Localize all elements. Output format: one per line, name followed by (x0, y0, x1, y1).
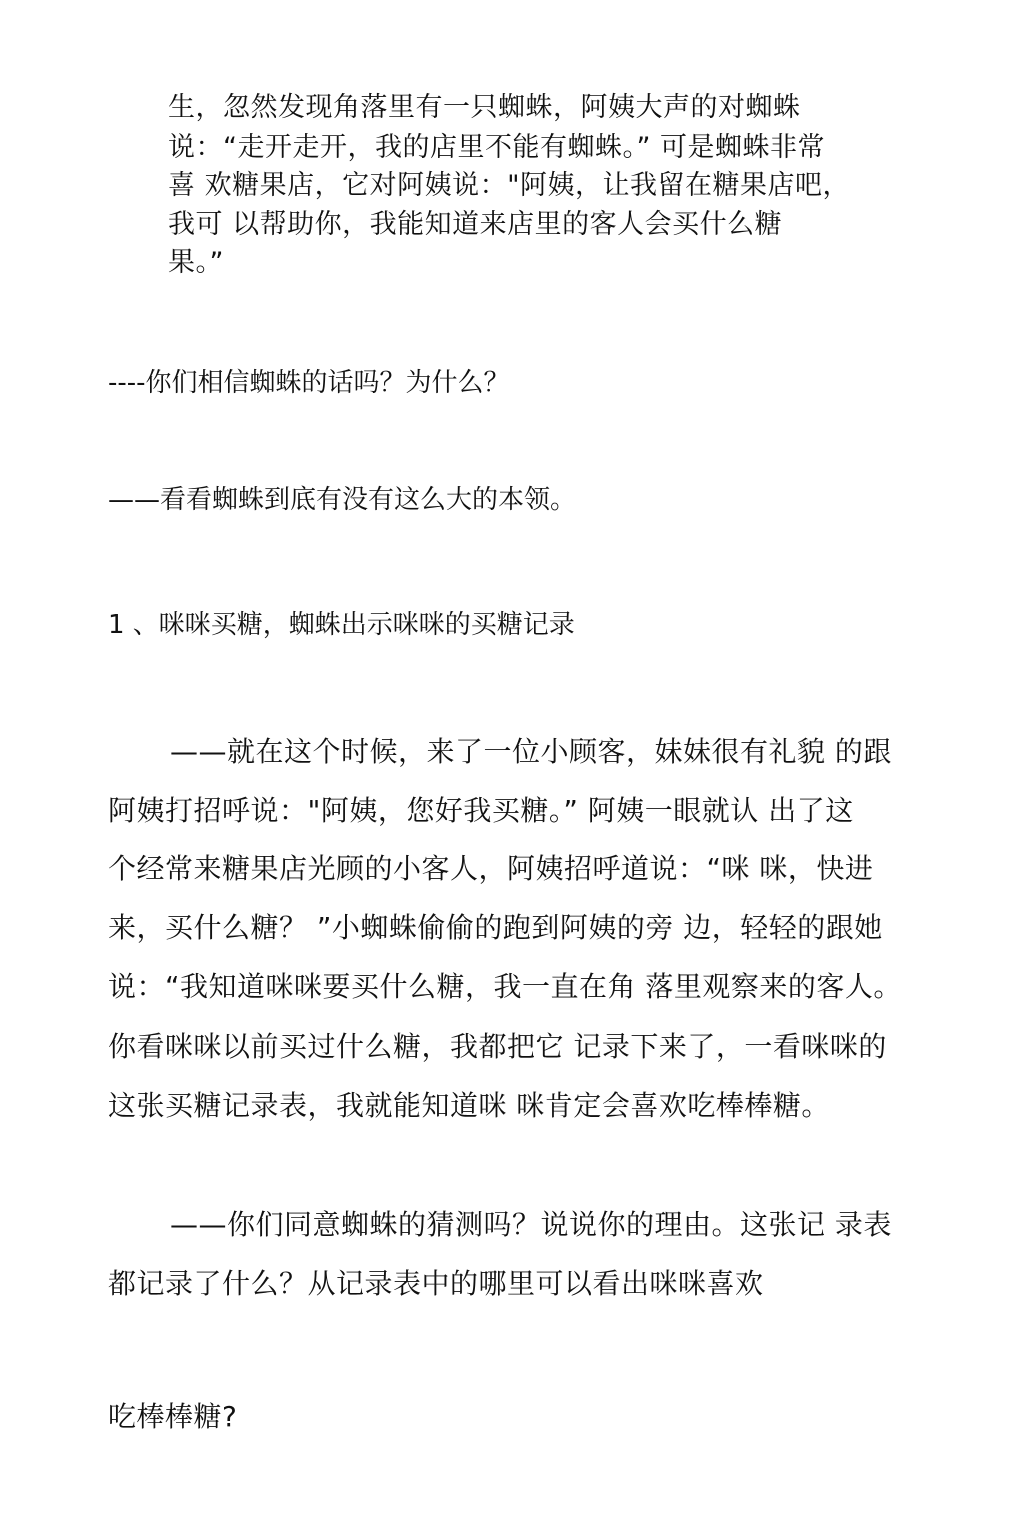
section-heading: 1 、咪咪买糖，蜘蛛出示咪咪的买糖记录 (108, 610, 575, 640)
text-line: 都记录了什么？从记录表中的哪里可以看出咪咪喜欢 (108, 1267, 764, 1300)
question-line: ----你们相信蜘蛛的话吗？为什么？ (108, 368, 510, 398)
text-line: ——就在这个时候，来了一位小顾客，妹妹很有礼貌 的跟 (170, 735, 892, 768)
text-line: 喜 欢糖果店，它对阿姨说："阿姨，让我留在糖果店吧， (168, 170, 851, 201)
text-line: 来，买什么糖？ ”小蜘蛛偷偷的跑到阿姨的旁 边，轻轻的跟她 (108, 911, 883, 944)
text-line: 生，忽然发现角落里有一只蜘蛛，阿姨大声的对蜘蛛 (168, 92, 801, 123)
text-line: 吃棒棒糖? (108, 1400, 238, 1433)
text-line: 阿姨打招呼说："阿姨，您好我买糖。” 阿姨一眼就认 出了这 (108, 794, 854, 827)
text-line: 我可 以帮助你，我能知道来店里的客人会买什么糖 (168, 209, 783, 240)
text-line: ——你们同意蜘蛛的猜测吗？说说你的理由。这张记 录表 (170, 1208, 892, 1241)
text-line: 个经常来糖果店光顾的小客人，阿姨招呼道说：“咪 咪，快进 (108, 852, 874, 885)
text-line: 果。” (168, 247, 224, 278)
text-line: 这张买糖记录表，我就能知道咪 咪肯定会喜欢吃棒棒糖。 (108, 1089, 830, 1122)
text-line: 你看咪咪以前买过什么糖，我都把它 记录下来了，一看咪咪的 (108, 1030, 887, 1063)
text-line: 说：“走开走开，我的店里不能有蜘蛛。” 可是蜘蛛非常 (168, 132, 826, 163)
prompt-line: ——看看蜘蛛到底有没有这么大的本领。 (108, 485, 577, 515)
text-line: 说：“我知道咪咪要买什么糖，我一直在角 落里观察来的客人。 (108, 970, 902, 1003)
